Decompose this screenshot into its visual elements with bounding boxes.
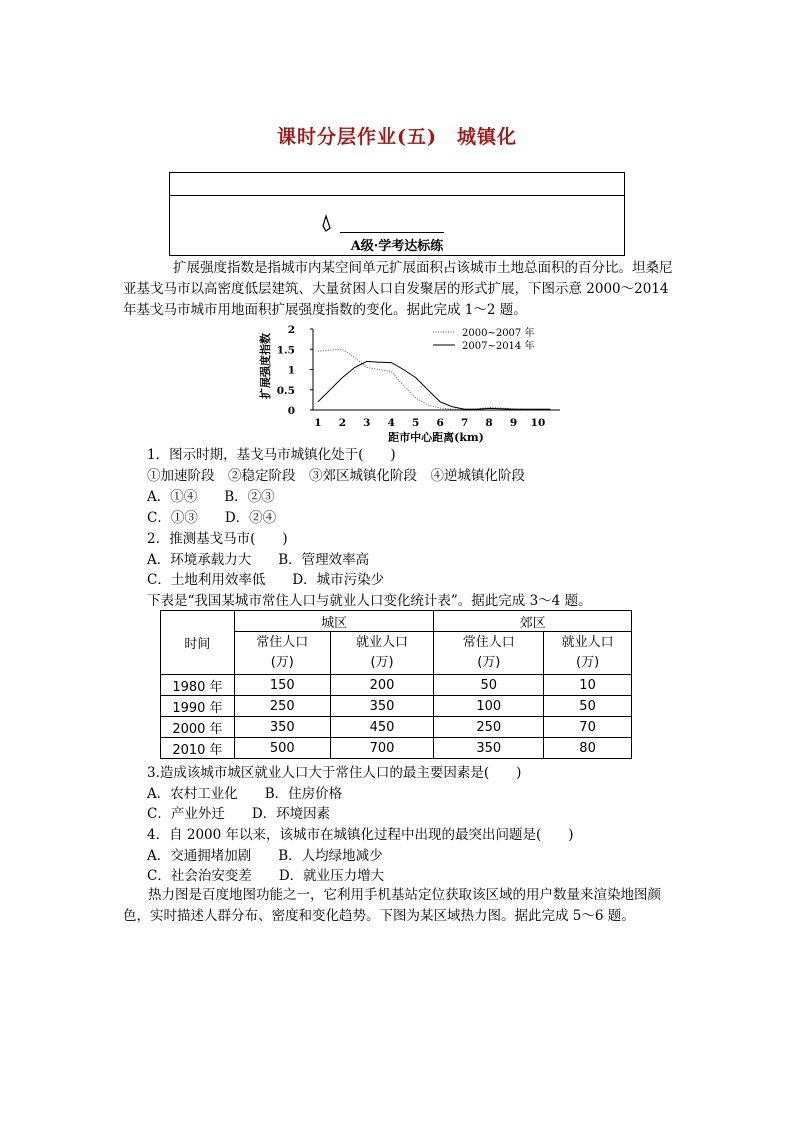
header-urban-resident: 常住人口 (万) <box>234 632 330 675</box>
header-suburb-resident: 常住人口 (万) <box>434 632 544 675</box>
y-tick-label: 1.5 <box>276 344 295 357</box>
legend-entry-1: 2000~2007 年 <box>462 328 535 339</box>
x-axis-label: 距市中心距离(km) <box>388 431 484 444</box>
q2-options-cd: C．土地利用效率低 D．城市污染少 <box>147 572 385 588</box>
q4-options-ab: A．交通拥堵加剧 B．人均绿地减少 <box>147 848 383 864</box>
x-tick-label: 1 <box>314 417 322 429</box>
x-tick-label: 9 <box>509 417 518 429</box>
q1-statements: ①加速阶段 ②稳定阶段 ③郊区城镇化阶段 ④逆城镇化阶段 <box>147 468 525 484</box>
series-line-2 <box>318 361 550 409</box>
q2-options-ab: A．环境承载力大 B．管理效率高 <box>147 552 370 568</box>
pen-icon <box>320 214 338 234</box>
q3-options-ab: A．农村工业化 B．住房价格 <box>147 786 343 802</box>
intro-paragraph-2: 下表是“我国某城市常住人口与就业人口变化统计表”。据此完成 3～4 题。 <box>147 593 592 609</box>
banner-rule <box>340 232 444 233</box>
q3-stem: 3.造成该城市城区就业人口大于常住人口的最主要因素是( ) <box>147 765 522 781</box>
table-row: 1980 年 150 200 50 10 <box>161 675 632 696</box>
x-tick-label: 8 <box>485 417 493 429</box>
x-tick-label: 7 <box>460 417 469 429</box>
q2-stem: 2．推测基戈马市( ) <box>147 531 288 547</box>
y-axis-label: 扩展强度指数 <box>259 333 272 399</box>
series-line-1 <box>318 349 550 409</box>
q1-options-cd: C．①③ D．②④ <box>147 510 277 526</box>
population-table <box>160 610 632 759</box>
x-tick-label: 10 <box>530 417 546 429</box>
intro-paragraph-3: 热力图是百度地图功能之一，它利用手机基站定位获取该区域的用户数量来渲染地图颜色，实时描述人群分布、密度和变化趋势。下图为某区域热力图。据此完成 5～6 题。 <box>123 887 661 924</box>
table-row: 2010 年 500 700 350 80 <box>161 738 632 759</box>
header-suburb-employed: 就业人口 (万) <box>544 632 632 675</box>
header-suburb: 郊区 <box>434 611 632 632</box>
page-title: 课时分层作业(五) 城镇化 <box>277 126 517 148</box>
y-tick-label: 1 <box>287 364 295 377</box>
y-tick-label: 2 <box>287 324 295 336</box>
header-urban: 城区 <box>234 611 434 632</box>
x-tick-label: 6 <box>436 417 444 429</box>
table-row: 1990 年 250 350 100 50 <box>161 696 632 717</box>
section-banner <box>169 172 625 256</box>
y-tick-label: 0 <box>287 405 295 417</box>
x-tick-label: 5 <box>412 417 420 429</box>
header-urban-employed: 就业人口 (万) <box>330 632 434 675</box>
table-row: 2000 年 350 450 250 70 <box>161 717 632 738</box>
q1-stem: 1．图示时期，基戈马市城镇化处于( ) <box>147 447 396 463</box>
y-tick-label: 0.5 <box>276 384 295 397</box>
x-tick-label: 3 <box>363 417 371 429</box>
x-tick-label: 4 <box>387 417 395 429</box>
q1-options-ab: A．①④ B．②③ <box>147 489 275 505</box>
q4-stem: 4．自 2000 年以来，该城市在城镇化过程中出现的最突出问题是( ) <box>147 827 574 843</box>
legend-entry-2: 2007~2014 年 <box>462 341 535 352</box>
header-time: 时间 <box>161 611 235 675</box>
q3-options-cd: C．产业外迁 D．环境因素 <box>147 806 331 822</box>
level-label: A级·学考达标练 <box>350 239 444 254</box>
expansion-chart <box>255 322 565 446</box>
q4-options-cd: C．社会治安变差 D．就业压力增大 <box>147 868 385 884</box>
banner-divider <box>170 195 624 196</box>
x-tick-label: 2 <box>338 417 347 429</box>
intro-paragraph-1: 扩展强度指数是指城市内某空间单元扩展面积占该城市土地总面积的百分比。坦桑尼亚基戈马市以高密度低层建筑、大量贫困人口自发聚居的形式扩展，下图示意 2000～2014年基戈马市城市用地面积扩展强度指数的变化。据此完成 1～2 题。 <box>123 260 673 318</box>
